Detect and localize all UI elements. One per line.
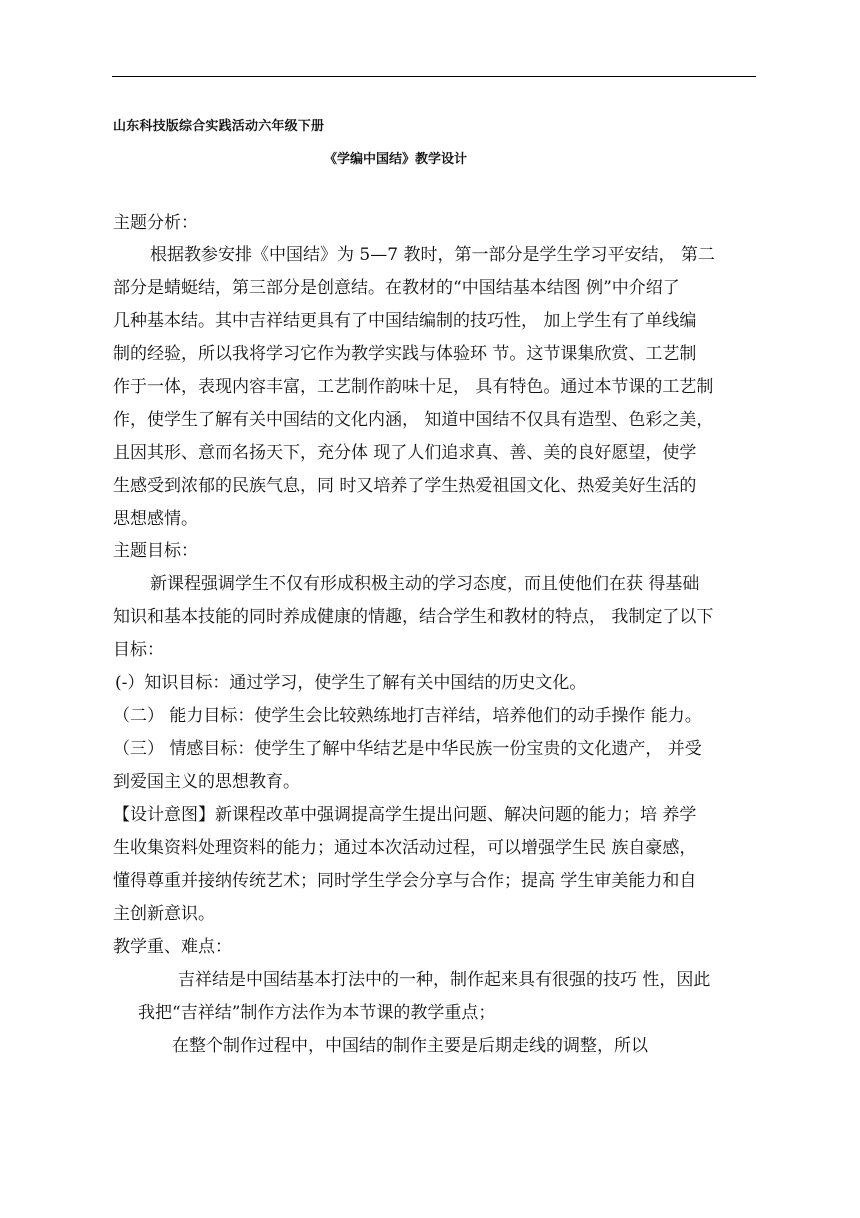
goal-item-ability: （二） 能力目标：使学生会比较熟练地打吉祥结，培养他们的动手操作 能力。 xyxy=(113,706,702,726)
paragraph-line: 作于一体，表现内容丰富，工艺制作韵味十足， 具有特色。通过本节课的工艺制 xyxy=(113,377,714,397)
paragraph-line: 生收集资料处理资料的能力；通过本次活动过程，可以增强学生民 族自豪感， xyxy=(113,838,697,858)
paragraph-line: 主创新意识。 xyxy=(113,904,215,924)
goal-item-emotion: （三） 情感目标：使学生了解中华结艺是中华民族一份宝贵的文化遗产， 并受 xyxy=(113,739,702,759)
paragraph-line: 懂得尊重并接纳传统艺术；同时学生学会分享与合作；提高 学生审美能力和自 xyxy=(113,871,697,891)
paragraph-line: 吉祥结是中国结基本打法中的一种，制作起来具有很强的技巧 性，因此 xyxy=(178,970,711,990)
paragraph-line: 且因其形、意而名扬天下，充分体 现了人们追求真、善、美的良好愿望，使学 xyxy=(113,443,697,463)
paragraph-line: 根据教参安排《中国结》为 5—7 教时，第一部分是学生学习平安结， 第二 xyxy=(150,245,715,265)
paragraph-line: 作，使学生了解有关中国结的文化内涵， 知道中国结不仅具有造型、色彩之美， xyxy=(113,410,714,430)
paragraph-line: 我把“吉祥结”制作方法作为本节课的教学重点； xyxy=(138,1003,496,1023)
goal-item-knowledge: (-）知识目标：通过学习，使学生了解有关中国结的历史文化。 xyxy=(115,673,587,693)
paragraph-line: 生感受到浓郁的民族气息，同 时又培养了学生热爱祖国文化、热爱美好生活的 xyxy=(113,476,697,496)
design-intent-line: 【设计意图】新课程改革中强调提高学生提出问题、解决问题的能力；培 养学 xyxy=(113,805,697,825)
paragraph-line: 思想感情。 xyxy=(113,509,198,529)
document-title: 《学编中国结》教学设计 xyxy=(324,152,468,167)
paragraph-line: 在整个制作过程中，中国结的制作主要是后期走线的调整，所以 xyxy=(172,1036,648,1056)
section-heading-key-points: 教学重、难点： xyxy=(113,937,232,957)
paragraph-line: 到爱国主义的思想教育。 xyxy=(113,772,300,792)
paragraph-line: 部分是蜻蜓结，第三部分是创意结。在教材的“中国结基本结图 例”中介绍了 xyxy=(113,278,680,298)
paragraph-line: 知识和基本技能的同时养成健康的情趣，结合学生和教材的特点， 我制定了以下 xyxy=(113,607,714,627)
section-heading-theme-analysis: 主题分析： xyxy=(113,213,198,233)
document-subtitle: 山东科技版综合实践活动六年级下册 xyxy=(113,119,325,134)
paragraph-line: 几种基本结。其中吉祥结更具有了中国结编制的技巧性， 加上学生有了单线编 xyxy=(113,311,697,331)
section-heading-theme-goals: 主题目标： xyxy=(113,541,198,561)
paragraph-line: 新课程强调学生不仅有形成积极主动的学习态度，而且使他们在获 得基础 xyxy=(150,574,700,594)
paragraph-line: 制的经验，所以我将学习它作为教学实践与体验环 节。这节课集欣赏、工艺制 xyxy=(113,344,697,364)
header-rule xyxy=(112,76,756,77)
paragraph-line: 目标： xyxy=(113,640,164,660)
